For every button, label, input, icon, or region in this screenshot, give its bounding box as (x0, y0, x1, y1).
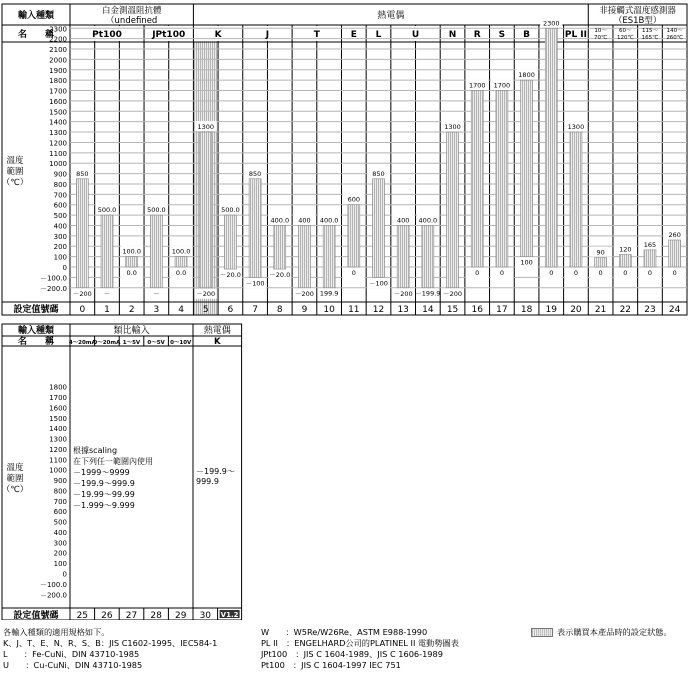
range-header: 溫度 (6, 463, 24, 473)
range-low-label: －20.0 (219, 271, 241, 280)
sensor-name: K (214, 337, 221, 347)
range-high-label: 500.0 (221, 206, 240, 215)
code-number: 24 (668, 305, 681, 315)
range-high-label: 1700 (493, 81, 511, 90)
scale-label: 2300 (49, 25, 67, 34)
range-high-label: 600 (347, 195, 361, 204)
scale-label: 0 (62, 264, 67, 272)
note-line: K、J、T、E、N、R、S、B：JIS C1602-1995、IEC584-1 (3, 638, 218, 648)
sensor-name: R (473, 30, 481, 40)
scale-label: 1000 (49, 160, 67, 169)
scale-label: 2100 (49, 46, 67, 55)
note-line: 各輸入種類的適用規格如下。 (3, 627, 110, 637)
range-bar (200, 132, 212, 288)
version-badge: V1.2 (220, 611, 239, 619)
sensor-name: 140～ (666, 28, 683, 34)
range-high-label: 1300 (197, 123, 215, 132)
scale-label: 300 (53, 232, 67, 241)
range-low-label: 0 (499, 269, 504, 277)
scale-label: 1400 (49, 118, 67, 127)
sensor-name: 0～20mA (93, 340, 121, 346)
range-high-label: 500.0 (147, 206, 166, 215)
range-bar (298, 225, 310, 287)
default-setting-legend (531, 627, 672, 638)
range-low-label: － (103, 289, 111, 298)
range-bar (150, 215, 162, 288)
analog-range-text: －1999～9999 (73, 468, 130, 477)
code-number: 0 (79, 305, 86, 315)
sensor-name: 1～5V (122, 340, 141, 346)
sensor-name: 260℃ (666, 35, 684, 41)
analog-range-text: －19.99～99.99 (73, 490, 135, 499)
range-low-label: 0.0 (175, 269, 187, 277)
range-low-label: 0 (573, 269, 579, 277)
range-high-label: 1300 (444, 123, 461, 132)
scale-label: 1600 (49, 97, 67, 106)
scale-label: 1500 (49, 108, 67, 117)
note-line: U ：Cu-CuNi、DIN 43710-1985 (3, 660, 143, 670)
range-high-label: 400.0 (270, 216, 290, 225)
range-header: （℃） (1, 178, 29, 188)
range-bar (471, 91, 483, 267)
note-line: L ：Fe-CuNi、DIN 43710-1985 (3, 649, 140, 659)
range-high-label: 1800 (518, 71, 535, 80)
scale-label: －200.0 (39, 591, 67, 600)
range-high-label: 100.0 (171, 247, 191, 256)
scale-label: 1300 (49, 435, 67, 444)
scale-label: －100.0 (39, 580, 67, 589)
scale-label: 1200 (49, 139, 67, 148)
range-low-label: －199.9 (415, 289, 441, 298)
range-bar (545, 28, 557, 267)
scale-label: 1100 (49, 456, 67, 465)
legend-swatch (531, 628, 553, 637)
range-low-label: 199.9 (319, 289, 339, 298)
code-number: 3 (153, 305, 160, 315)
analog-range-text: 根據scaling (73, 446, 118, 455)
range-high-label: 1700 (468, 81, 486, 90)
range-low-label: 0.0 (126, 269, 137, 277)
range-low-label: 0 (475, 269, 480, 277)
scale-label: 100 (53, 253, 67, 262)
range-low-label: －200 (72, 289, 92, 298)
sensor-name: 4～20mA (68, 340, 96, 346)
range-low-label: 0 (549, 269, 554, 277)
scale-label: 200 (53, 243, 67, 252)
name-header: 名 稱 (17, 30, 55, 40)
range-high-label: 1300 (567, 123, 585, 132)
range-high-label: 400.0 (319, 216, 339, 225)
range-high-label: 165 (643, 240, 657, 249)
sensor-name: JPt100 (152, 30, 186, 40)
group-label: （undefined (106, 16, 158, 26)
range-bar (496, 91, 508, 267)
range-bar (644, 250, 656, 267)
input-type-header: 輸入種類 (17, 326, 55, 336)
scale-label: 1200 (49, 445, 67, 454)
group-label: 白金測溫阻抗體 (101, 6, 162, 16)
input-type-header: 輸入種類 (17, 11, 55, 21)
input-type-range-table (0, 0, 689, 318)
code-number: 20 (570, 305, 582, 315)
code-number: 27 (125, 611, 138, 620)
group-label: 類比輸入 (113, 326, 150, 336)
sensor-name: J (265, 30, 270, 40)
analog-input-range-table (0, 320, 689, 620)
scale-label: 1300 (49, 129, 67, 138)
analog-range-text: －199.9～999.9 (73, 479, 135, 488)
scale-label: 1700 (49, 87, 67, 96)
scale-label: 600 (53, 201, 67, 210)
scale-label: －100.0 (39, 274, 67, 283)
sensor-name: 70℃ (594, 35, 608, 41)
range-low-label: 100 (520, 258, 533, 267)
range-high-label: 850 (76, 169, 89, 178)
code-number: 16 (471, 305, 483, 315)
range-high-label: 120 (619, 245, 632, 254)
sensor-name: N (448, 30, 457, 40)
scale-label: 400 (53, 222, 67, 231)
legend-text: 表示購買本產品時的設定狀態。 (557, 627, 672, 637)
code-number: 25 (76, 611, 89, 620)
scale-label: －200.0 (39, 284, 67, 293)
range-low-label: －200 (294, 289, 314, 298)
code-number: 19 (545, 305, 557, 315)
range-bar (274, 225, 286, 269)
range-bar (249, 179, 261, 278)
range-high-label: 260 (668, 231, 681, 240)
sensor-name: Pt100 (92, 30, 122, 40)
range-bar (570, 132, 582, 267)
sensor-name: 10～ (594, 28, 607, 34)
code-number: 18 (520, 305, 533, 315)
range-high-label: 400 (298, 216, 311, 225)
sensor-name: 165℃ (641, 35, 659, 41)
sensor-name: L (375, 30, 382, 40)
range-low-label: 0 (598, 269, 603, 277)
sensor-name: B (523, 30, 531, 40)
code-number: 14 (422, 305, 434, 315)
range-low-label: －200 (443, 289, 463, 298)
scale-label: 1500 (49, 414, 67, 423)
range-high-label: 500.0 (97, 206, 117, 215)
sensor-name: PL II (564, 30, 588, 40)
sensor-name: 0～5V (147, 340, 165, 346)
code-header: 設定值號碼 (13, 305, 59, 315)
range-bar (224, 215, 236, 269)
range-high-label: 850 (248, 169, 262, 178)
range-low-label: － (153, 289, 160, 298)
scale-label: 1800 (49, 383, 67, 392)
analog-range-text: －1.999～9.999 (73, 501, 135, 510)
scale-label: 1700 (49, 394, 67, 403)
scale-label: 200 (53, 549, 67, 558)
range-bar (348, 205, 360, 267)
range-low-label: －200 (196, 289, 216, 298)
range-bar (447, 132, 459, 288)
range-bar (397, 225, 409, 287)
range-bar (126, 257, 138, 267)
range-low-label: 0 (623, 269, 628, 277)
scale-label: 700 (53, 497, 67, 506)
range-bar (521, 80, 533, 256)
scale-label: 1800 (49, 77, 67, 86)
note-line: Pt100 ：JIS C 1604-1997 IEC 751 (261, 660, 401, 670)
analog-range-text: 在下列任一範圍內使用 (73, 457, 153, 466)
sensor-name: 115～ (641, 28, 658, 34)
sensor-name: 120℃ (616, 35, 634, 41)
range-header: 範圍 (6, 474, 24, 484)
range-bar (101, 215, 113, 288)
sensor-name: S (498, 30, 506, 40)
sensor-name: 0～10V (170, 340, 192, 346)
scale-label: 1900 (49, 66, 67, 75)
scale-label: 300 (53, 539, 67, 548)
code-number: 17 (496, 305, 508, 315)
range-bar (76, 179, 88, 288)
note-line: PL II ：ENGELHARD公司的PLATINEL II 電動勢圖表 (261, 638, 459, 648)
group-label: 非接觸式溫度感測器 (599, 6, 676, 16)
scale-label: 600 (53, 508, 67, 517)
thermocouple-range-text: 999.9 (196, 477, 219, 486)
spec-notes-left (3, 627, 217, 671)
range-high-label: 90 (596, 248, 605, 257)
code-number: 5 (202, 305, 209, 315)
scale-label: 1600 (49, 404, 67, 413)
code-number: 22 (619, 305, 632, 315)
range-low-label: 0 (647, 269, 653, 277)
code-number: 8 (276, 305, 283, 315)
code-header: 設定值號碼 (13, 611, 59, 620)
scale-label: 400 (53, 528, 67, 537)
sensor-name: K (214, 30, 222, 40)
sensor-name: U (411, 30, 420, 40)
range-low-label: 0 (672, 269, 677, 277)
range-high-label: 400 (396, 216, 410, 225)
scale-label: 800 (53, 487, 67, 496)
scale-label: 900 (53, 477, 67, 486)
note-line: W ：W5Re/W26Re、ASTM E988-1990 (261, 627, 428, 637)
scale-label: 800 (53, 180, 67, 189)
range-bar (373, 179, 385, 278)
range-bar (619, 255, 631, 267)
range-high-label: 100.0 (122, 247, 142, 256)
group-label: 熱電偶 (377, 11, 405, 21)
code-number: 28 (150, 611, 162, 620)
code-number: 7 (252, 305, 258, 315)
range-high-label: 400.0 (418, 216, 438, 225)
range-low-label: 0 (351, 269, 356, 277)
range-high-label: 850 (372, 169, 385, 178)
code-number: 2 (128, 305, 135, 315)
range-header: 溫度 (6, 156, 24, 166)
code-number: 10 (323, 305, 335, 315)
code-number: 26 (101, 611, 113, 620)
code-number: 15 (446, 305, 459, 315)
code-number: 1 (104, 305, 110, 315)
scale-label: 1400 (49, 425, 67, 434)
scale-label: 500 (53, 518, 67, 527)
scale-label: 1100 (49, 149, 67, 158)
scale-label: 1000 (49, 466, 67, 475)
range-low-label: －20.0 (269, 271, 291, 280)
scale-label: 0 (62, 570, 67, 579)
code-number: 13 (397, 305, 409, 315)
range-header: 範圍 (6, 167, 24, 177)
code-number: 12 (372, 305, 385, 315)
range-bar (669, 240, 681, 267)
range-bar (595, 258, 607, 267)
code-number: 9 (301, 305, 308, 315)
scale-label: 900 (53, 170, 67, 179)
code-number: 30 (199, 611, 212, 620)
scale-label: 700 (53, 191, 67, 200)
scale-label: 2200 (49, 35, 67, 44)
range-bar (422, 225, 434, 287)
range-high-label: 2300 (542, 19, 560, 28)
code-number: 29 (174, 611, 187, 620)
range-low-label: －200 (393, 289, 413, 298)
code-number: 23 (644, 305, 656, 315)
thermocouple-range-text: －199.9～ (196, 467, 235, 476)
code-number: 21 (594, 305, 607, 315)
range-low-label: －100 (369, 279, 388, 288)
code-number: 4 (178, 305, 184, 315)
range-header: （℃） (1, 485, 29, 495)
sensor-name: E (350, 30, 357, 40)
range-bar (175, 257, 187, 267)
range-bar (323, 225, 335, 287)
scale-label: 2000 (49, 56, 67, 65)
note-line: JPt100 ：JIS C 1604-1989、JIS C 1606-1989 (261, 649, 443, 659)
name-header: 名 稱 (17, 337, 55, 347)
sensor-name: T (313, 30, 320, 40)
sensor-name: 60～ (619, 28, 632, 34)
spec-notes-right (261, 627, 459, 671)
range-low-label: －100 (245, 279, 265, 288)
scale-label: 500 (53, 212, 67, 221)
group-label: （ES1B型） (613, 16, 662, 26)
code-number: 6 (227, 305, 234, 315)
scale-label: 100 (53, 560, 67, 569)
group-label: 熱電偶 (203, 326, 231, 336)
code-number: 11 (348, 305, 360, 315)
